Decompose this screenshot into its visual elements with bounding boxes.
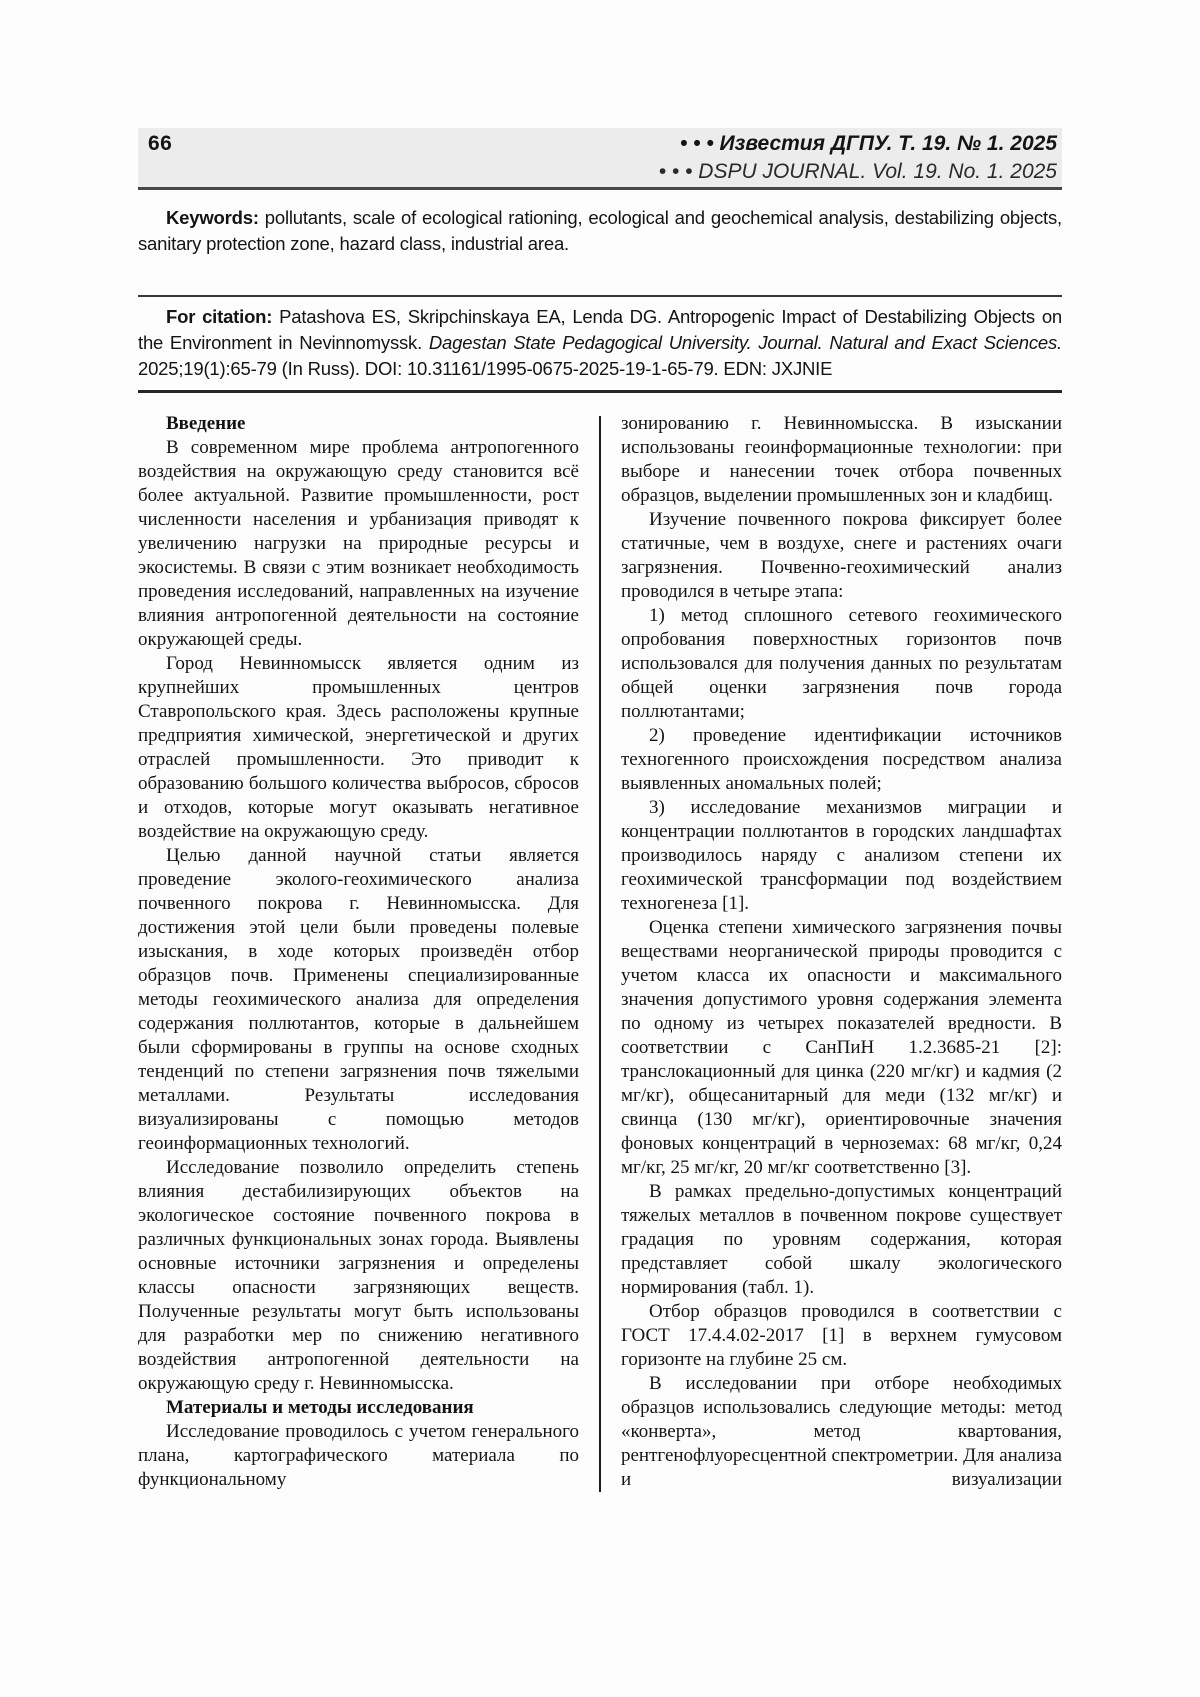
- body-paragraph: В исследовании при отборе необходимых образцов использовались следующие методы: метод «конверта», метод квартования, рентгенофлуоресцентной спектрометрии. Для анализа и визуализации: [621, 1373, 1062, 1490]
- body-paragraph: зонированию г. Невинномысска. В изыскании использованы геоинформационные технологии: при выборе и нанесении точек отбора почвенных образцов, выделении промышленных зон и кладбищ.: [621, 413, 1062, 506]
- body-paragraph: Отбор образцов проводился в соответствии с ГОСТ 17.4.4.02-2017 [1] в верхнем гумусовом горизонте на глубине 25 см.: [621, 1301, 1062, 1370]
- list-item-2: 2) проведение идентификации источников техногенного происхождения посредством анализа выявленных аномальных полей;: [621, 725, 1062, 794]
- body-paragraph: В современном мире проблема антропогенного воздействия на окружающую среду становится всё более актуальной. Развитие промышленности, рост численности населения и урбанизация приводят к увеличению нагрузки на природные ресурсы и экосистемы. В связи с этим возникает необходимость проведения исследований, направленных на изучение влияния антропогенной деятельности на состояние окружающей среды.: [138, 437, 579, 650]
- keywords-text: pollutants, scale of ecological rationing, ecological and geochemical analysis, destabilizing objects, sanitary protection zone, hazard class, industrial area.: [138, 207, 1062, 254]
- body-paragraph: Оценка степени химического загрязнения почвы веществами неорганической природы проводится с учетом класса их опасности и максимального значения допустимого уровня содержания элемента по одному из четырех показателей вредности. В соответствии с СанПиН 1.2.3685-21 [2]: транслокационный для цинка (220 мг/кг) и кадмия (2 мг/кг), общесанитарный для меди (132 мг/кг) и свинца (130 мг/кг), ориентировочные значения фоновых концентраций в черноземах: 68 мг/кг, 0,24 мг/кг, 25 мг/кг, 20 мг/кг соответственно [3].: [621, 917, 1062, 1178]
- citation-label: For citation:: [166, 306, 273, 327]
- header-row-russian: [148, 132, 1057, 160]
- list-item-1: 1) метод сплошного сетевого геохимического опробования поверхностных горизонтов почв использовался для получения данных по результатам общей оценки загрязнения почв города поллютантами;: [621, 605, 1062, 722]
- body-paragraph: В рамках предельно-допустимых концентраций тяжелых металлов в почвенном покрове существует градация по уровням содержания, которая представляет собой шкалу экологического нормирования (табл. 1).: [621, 1181, 1062, 1298]
- page-number: 66: [148, 132, 173, 155]
- left-column: [138, 412, 579, 1492]
- journal-title-en: • • • DSPU JOURNAL. Vol. 19. No. 1. 2025: [658, 160, 1057, 183]
- body-paragraph: Изучение почвенного покрова фиксирует более статичные, чем в воздухе, снеге и растениях очаги загрязнения. Почвенно-геохимический анализ проводился в четыре этапа:: [621, 509, 1062, 602]
- column-divider-rule: [599, 416, 601, 1492]
- section-heading-introduction: Введение: [166, 413, 246, 434]
- header-rule: [138, 187, 1062, 190]
- keywords-paragraph: [138, 205, 1062, 257]
- body-paragraph: Исследование проводилось с учетом генерального плана, картографического материала по функциональному: [138, 1421, 579, 1490]
- body-paragraph: Город Невинномысск является одним из крупнейших промышленных центров Ставропольского края. Здесь расположены крупные предприятия химической, энергетической и других отраслей промышленности. Это приводит к образованию большого количества выбросов, сбросов и отходов, которые могут оказывать негативное воздействие на окружающую среду.: [138, 653, 579, 842]
- journal-title-ru: • • • Известия ДГПУ. Т. 19. № 1. 2025: [679, 132, 1057, 155]
- article-body: [138, 412, 1062, 1492]
- page-content: [138, 128, 1062, 1492]
- citation-paragraph: [138, 297, 1062, 390]
- keywords-label: Keywords:: [166, 207, 259, 228]
- body-paragraph: Целью данной научной статьи является проведение эколого-геохимического анализа почвенного покрова г. Невинномысска. Для достижения этой цели были проведены полевые изыскания, в ходе которых произведён отбор образцов почв. Применены специализированные методы геохимического анализа для определения содержания поллютантов, которые в дальнейшем были сформированы в группы на основе сходных тенденций по степени загрязнения почв тяжелыми металлами. Результаты исследования визуализированы с помощью методов геоинформационных технологий.: [138, 845, 579, 1154]
- page-header-band: [138, 128, 1062, 187]
- citation-details: 2025;19(1):65-79 (In Russ). DOI: 10.31161/1995-0675-2025-19-1-65-79. EDN: JXJNIE: [138, 358, 833, 379]
- body-paragraph: Исследование позволило определить степень влияния дестабилизирующих объектов на экологическое состояние почвенного покрова в различных функциональных зонах города. Выявлены основные источники загрязнения и определены классы опасности загрязняющих веществ. Полученные результаты могут быть использованы для разработки мер по снижению негативного воздействия антропогенной деятельности на окружающую среду г. Невинномысска.: [138, 1157, 579, 1394]
- citation-bottom-rule: [138, 390, 1062, 393]
- header-row-english: [148, 160, 1057, 184]
- right-column: [621, 412, 1062, 1492]
- citation-authors-title: Patashova ES, Skripchinskaya EA, Lenda DG. Antropogenic Impact of Destabilizing Objects on the Environment in Nevinnomyssk.: [138, 306, 1062, 353]
- section-heading-methods: Материалы и методы исследования: [166, 1397, 474, 1418]
- list-item-3: 3) исследование механизмов миграции и концентрации поллютантов в городских ландшафтах производилось наряду с анализом степени их геохимической трансформации под воздействием техногенеза [1].: [621, 797, 1062, 914]
- citation-source: Dagestan State Pedagogical University. Journal. Natural and Exact Sciences.: [428, 332, 1062, 353]
